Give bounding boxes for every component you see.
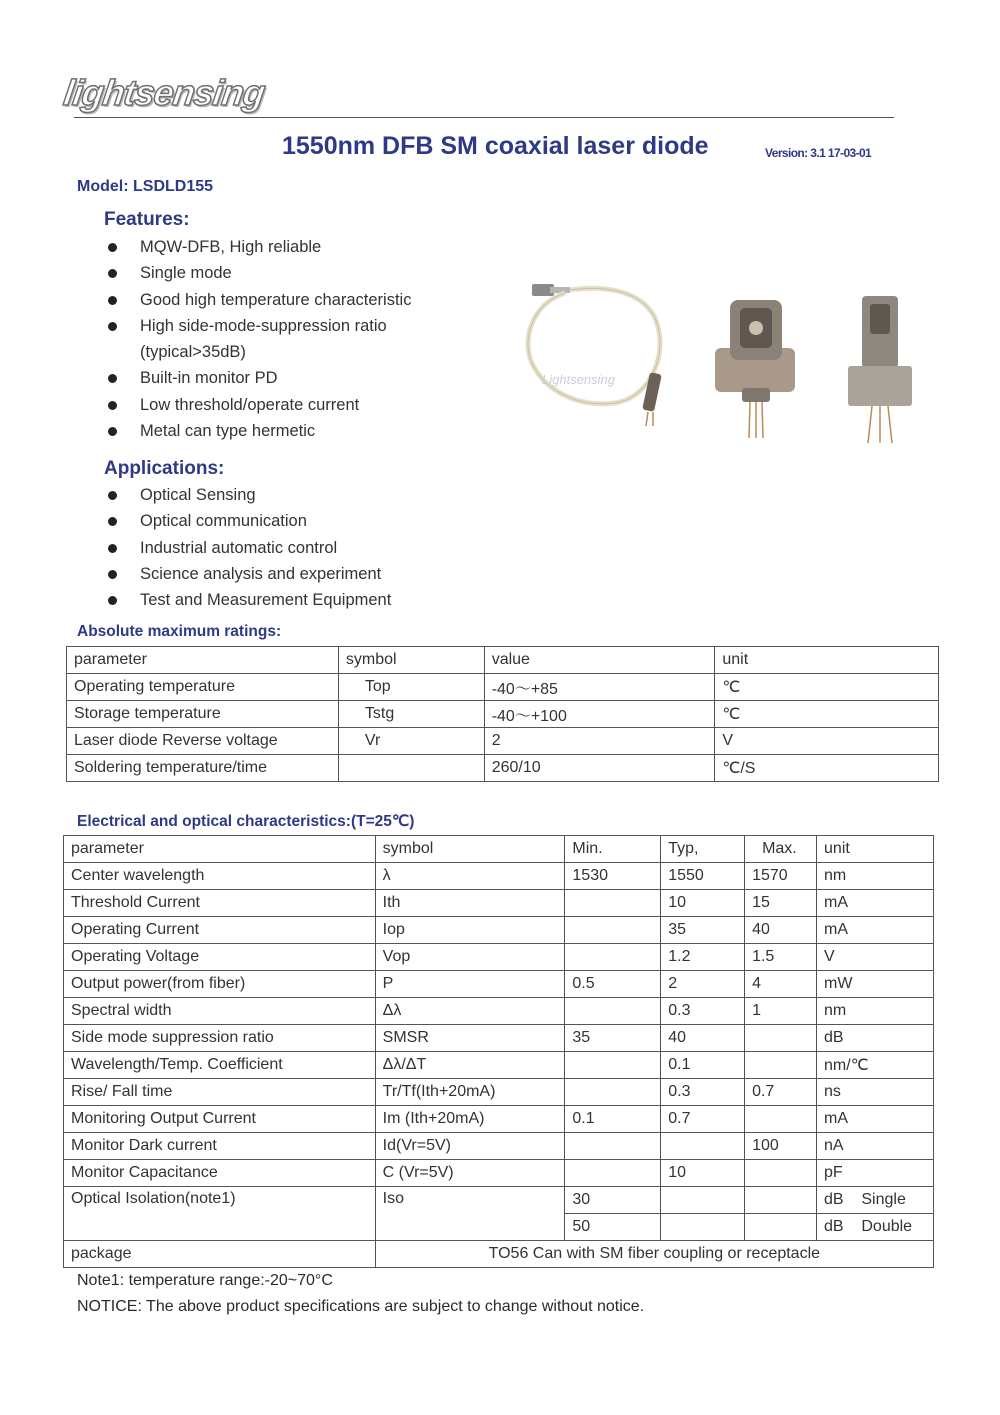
cell-min: 30 (565, 1187, 661, 1214)
cell-max: 4 (745, 971, 817, 998)
bullet-icon (108, 544, 117, 553)
bullet-icon (108, 243, 117, 252)
cell-typ: 0.1 (661, 1052, 745, 1079)
cell-unit: V (715, 728, 939, 755)
cell-symbol (338, 755, 484, 782)
cell-min: 0.1 (565, 1106, 661, 1133)
cell-max: 100 (745, 1133, 817, 1160)
cell-symbol: Iop (375, 917, 565, 944)
table-header-row (64, 836, 934, 863)
header-cell: parameter (64, 836, 376, 863)
bullet-icon (108, 322, 117, 331)
cell-typ: 0.3 (661, 1079, 745, 1106)
list-item: High side-mode-suppression ratio (104, 313, 411, 339)
cell-max (745, 1214, 817, 1241)
cell-parameter: Operating temperature (67, 674, 339, 701)
cell-symbol: Vr (338, 728, 484, 755)
list-item: Optical Sensing (104, 482, 391, 508)
cell-package-value: TO56 Can with SM fiber coupling or receptacle (375, 1241, 933, 1268)
cell-parameter: Center wavelength (64, 863, 376, 890)
cell-typ: 1550 (661, 863, 745, 890)
cell-parameter: Operating Voltage (64, 944, 376, 971)
cell-parameter: Side mode suppression ratio (64, 1025, 376, 1052)
cell-min: 35 (565, 1025, 661, 1052)
header-cell: parameter (67, 647, 339, 674)
cell-max: 1 (745, 998, 817, 1025)
table-row (64, 1106, 934, 1133)
table-row (64, 1052, 934, 1079)
eo-chars-title: Electrical and optical characteristics:(T=25℃) (77, 813, 415, 830)
fiber-pigtail-image (528, 284, 662, 426)
cell-parameter: Storage temperature (67, 701, 339, 728)
cell-unit: ℃/S (715, 755, 939, 782)
table-row (64, 944, 934, 971)
cell-parameter: Monitor Capacitance (64, 1160, 376, 1187)
table-row (64, 917, 934, 944)
cell-parameter: Monitor Dark current (64, 1133, 376, 1160)
list-item: Science analysis and experiment (104, 561, 391, 587)
page-title: 1550nm DFB SM coaxial laser diode (282, 132, 709, 160)
cell-unit: dB Double (817, 1214, 934, 1241)
cell-parameter: Laser diode Reverse voltage (67, 728, 339, 755)
product-photos (520, 278, 940, 453)
list-item: Test and Measurement Equipment (104, 587, 391, 613)
cell-parameter: Soldering temperature/time (67, 755, 339, 782)
brand-logo: lightsensing (61, 72, 267, 113)
cell-max (745, 1025, 817, 1052)
note-1: Note1: temperature range:-20~70°C (77, 1272, 333, 1289)
table-row (64, 971, 934, 998)
cell-parameter: Wavelength/Temp. Coefficient (64, 1052, 376, 1079)
cell-symbol: λ (375, 863, 565, 890)
cell-unit: nm (817, 863, 934, 890)
cell-max: 0.7 (745, 1079, 817, 1106)
header-cell: unit (715, 647, 939, 674)
header-cell: symbol (338, 647, 484, 674)
model-label: Model: LSDLD155 (77, 178, 214, 195)
cell-min (565, 944, 661, 971)
cell-min (565, 998, 661, 1025)
cell-max (745, 1106, 817, 1133)
cell-parameter: Optical Isolation(note1) (64, 1187, 376, 1241)
cell-symbol: Ith (375, 890, 565, 917)
table-row (67, 755, 939, 782)
cell-symbol: Δλ (375, 998, 565, 1025)
cell-parameter: Rise/ Fall time (64, 1079, 376, 1106)
bullet-icon (108, 570, 117, 579)
table-row (67, 701, 939, 728)
list-item: Optical communication (104, 508, 391, 534)
header-divider (74, 117, 894, 118)
cell-symbol: Id(Vr=5V) (375, 1133, 565, 1160)
cell-typ: 1.2 (661, 944, 745, 971)
svg-text:Lightsensing: Lightsensing (542, 372, 615, 387)
cell-parameter: Threshold Current (64, 890, 376, 917)
cell-parameter: Operating Current (64, 917, 376, 944)
bullet-icon (108, 491, 117, 500)
cell-min (565, 890, 661, 917)
cell-unit: dB (817, 1025, 934, 1052)
cell-unit: nm (817, 998, 934, 1025)
table-row (64, 863, 934, 890)
cell-symbol: Tstg (338, 701, 484, 728)
table-row (64, 890, 934, 917)
fc-receptacle-image (715, 300, 795, 438)
cell-min (565, 1052, 661, 1079)
cell-typ: 10 (661, 1160, 745, 1187)
cell-typ: 35 (661, 917, 745, 944)
header-cell: Min. (565, 836, 661, 863)
cell-typ: 2 (661, 971, 745, 998)
cell-unit: mA (817, 917, 934, 944)
list-item: Metal can type hermetic (104, 418, 411, 444)
applications-heading: Applications: (104, 458, 225, 479)
cell-min: 0.5 (565, 971, 661, 998)
list-item: Industrial automatic control (104, 535, 391, 561)
cell-symbol: C (Vr=5V) (375, 1160, 565, 1187)
table-row (64, 1025, 934, 1052)
bullet-icon (108, 374, 117, 383)
table-row (67, 728, 939, 755)
cell-min: 50 (565, 1214, 661, 1241)
cell-max: 1570 (745, 863, 817, 890)
header-cell: symbol (375, 836, 565, 863)
version-label: Version: 3.1 17-03-01 (765, 146, 872, 160)
cell-min: 1530 (565, 863, 661, 890)
cell-unit: mA (817, 1106, 934, 1133)
cell-min (565, 1133, 661, 1160)
cell-max: 1.5 (745, 944, 817, 971)
square-receptacle-image (848, 296, 912, 443)
cell-unit: nA (817, 1133, 934, 1160)
cell-value: 260/10 (484, 755, 715, 782)
cell-parameter: package (64, 1241, 376, 1268)
cell-typ: 0.3 (661, 998, 745, 1025)
bullet-icon (108, 517, 117, 526)
bullet-icon (108, 401, 117, 410)
cell-symbol: Δλ/ΔT (375, 1052, 565, 1079)
cell-value: -40～+85 (484, 674, 715, 701)
header-cell: value (484, 647, 715, 674)
cell-unit: ℃ (715, 674, 939, 701)
cell-typ: 10 (661, 890, 745, 917)
cell-symbol: Vop (375, 944, 565, 971)
notice-text: NOTICE: The above product specifications are subject to change without notice. (77, 1298, 645, 1315)
cell-value: 2 (484, 728, 715, 755)
cell-unit: mA (817, 890, 934, 917)
cell-value: -40～+100 (484, 701, 715, 728)
header-cell: Typ, (661, 836, 745, 863)
cell-typ: 0.7 (661, 1106, 745, 1133)
cell-unit: ℃ (715, 701, 939, 728)
cell-max (745, 1160, 817, 1187)
table-row (64, 998, 934, 1025)
cell-max (745, 1052, 817, 1079)
cell-min (565, 1160, 661, 1187)
cell-symbol: P (375, 971, 565, 998)
header-cell: Max. (745, 836, 817, 863)
cell-unit: mW (817, 971, 934, 998)
cell-parameter: Monitoring Output Current (64, 1106, 376, 1133)
eo-chars-table (63, 835, 934, 1268)
cell-symbol: Iso (375, 1187, 565, 1241)
table-header-row (67, 647, 939, 674)
cell-symbol: SMSR (375, 1025, 565, 1052)
abs-ratings-table (66, 646, 939, 782)
cell-parameter: Spectral width (64, 998, 376, 1025)
features-heading: Features: (104, 209, 190, 230)
cell-unit: pF (817, 1160, 934, 1187)
bullet-icon (108, 269, 117, 278)
cell-symbol: Top (338, 674, 484, 701)
cell-parameter: Output power(from fiber) (64, 971, 376, 998)
list-item-continuation: (typical>35dB) (140, 343, 246, 362)
table-row (67, 674, 939, 701)
bullet-icon (108, 596, 117, 605)
cell-symbol: Im (Ith+20mA) (375, 1106, 565, 1133)
cell-max (745, 1187, 817, 1214)
cell-symbol: Tr/Tf(Ith+20mA) (375, 1079, 565, 1106)
abs-ratings-title: Absolute maximum ratings: (77, 623, 282, 640)
table-row (64, 1187, 934, 1214)
table-row (64, 1133, 934, 1160)
cell-typ (661, 1214, 745, 1241)
cell-typ: 40 (661, 1025, 745, 1052)
list-item: Built-in monitor PD (104, 365, 411, 391)
applications-list (104, 482, 391, 613)
features-list (104, 234, 411, 444)
table-row (64, 1079, 934, 1106)
table-row (64, 1241, 934, 1268)
cell-unit: ns (817, 1079, 934, 1106)
cell-typ (661, 1133, 745, 1160)
table-row (64, 1160, 934, 1187)
bullet-icon (108, 427, 117, 436)
list-item: Low threshold/operate current (104, 392, 411, 418)
cell-min (565, 917, 661, 944)
cell-min (565, 1079, 661, 1106)
list-item: MQW-DFB, High reliable (104, 234, 411, 260)
bullet-icon (108, 296, 117, 305)
list-item: Good high temperature characteristic (104, 287, 411, 313)
cell-max: 15 (745, 890, 817, 917)
list-item: Single mode (104, 260, 411, 286)
cell-typ (661, 1187, 745, 1214)
cell-unit: nm/℃ (817, 1052, 934, 1079)
header-cell: unit (817, 836, 934, 863)
cell-unit: V (817, 944, 934, 971)
cell-max: 40 (745, 917, 817, 944)
cell-unit: dB Single (817, 1187, 934, 1214)
